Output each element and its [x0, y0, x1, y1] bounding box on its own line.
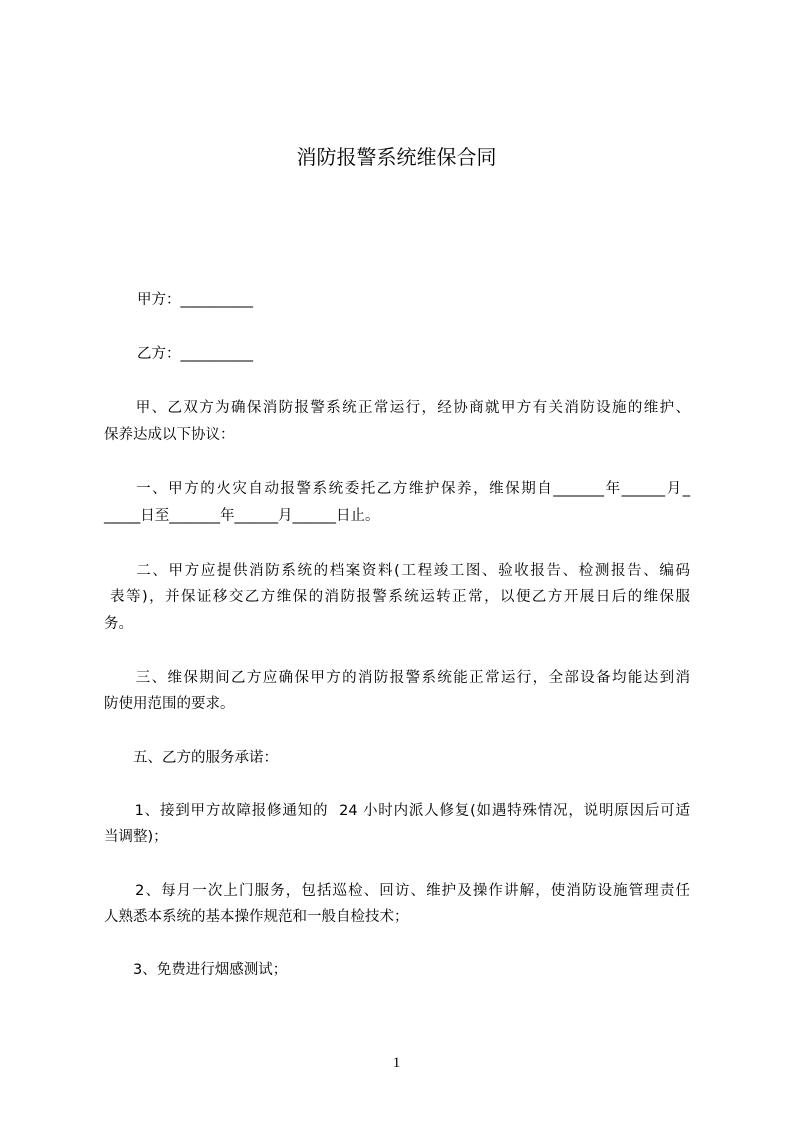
- page-number: 1: [392, 1055, 401, 1071]
- commitment-1-line: 1、接到甲方故障报修通知的 24 小时内派人修复(如遇特殊情况，说明原因后可适: [104, 803, 690, 819]
- paragraph-intro-line: 保养达成以下协议：: [104, 427, 235, 443]
- commitment-2-line: 2、每月一次上门服务，包括巡检、回访、维护及操作讲解，使消防设施管理责任: [104, 883, 690, 899]
- commitment-1-line: 当调整)；: [104, 829, 168, 845]
- commitment-3-line: 3、免费进行烟感测试；: [104, 962, 288, 978]
- party-b-line: 乙方：__________: [137, 346, 253, 362]
- clause-3-line: 防使用范围的要求。: [104, 696, 235, 712]
- paragraph-intro-line: 甲、乙双方为确保消防报警系统正常运行，经协商就甲方有关消防设施的维护、: [104, 400, 690, 416]
- party-a-line: 甲方：__________: [137, 292, 253, 308]
- clause-3-line: 三、维保期间乙方应确保甲方的消防报警系统能正常运行，全部设备均能达到消: [104, 670, 690, 686]
- commitment-2-line: 人熟悉本系统的基本操作规范和一般自检技术；: [104, 909, 409, 925]
- clause-2-line: 表等)，并保证移交乙方维保的消防报警系统运转正常，以便乙方开展日后的维保服: [104, 589, 690, 605]
- clause-1-line: 一、甲方的火灾自动报警系统委托乙方维护保养，维保期自_______年______月_: [104, 481, 690, 497]
- document-title: 消防报警系统维保合同: [296, 145, 497, 169]
- clause-1-line: _____日至_______年______月______日止。: [104, 508, 380, 524]
- clause-2-line: 二、甲方应提供消防系统的档案资料(工程竣工图、验收报告、检测报告、编码: [104, 563, 690, 579]
- clause-2-line: 务。: [104, 616, 133, 632]
- clause-5-heading: 五、乙方的服务承诺：: [104, 750, 278, 766]
